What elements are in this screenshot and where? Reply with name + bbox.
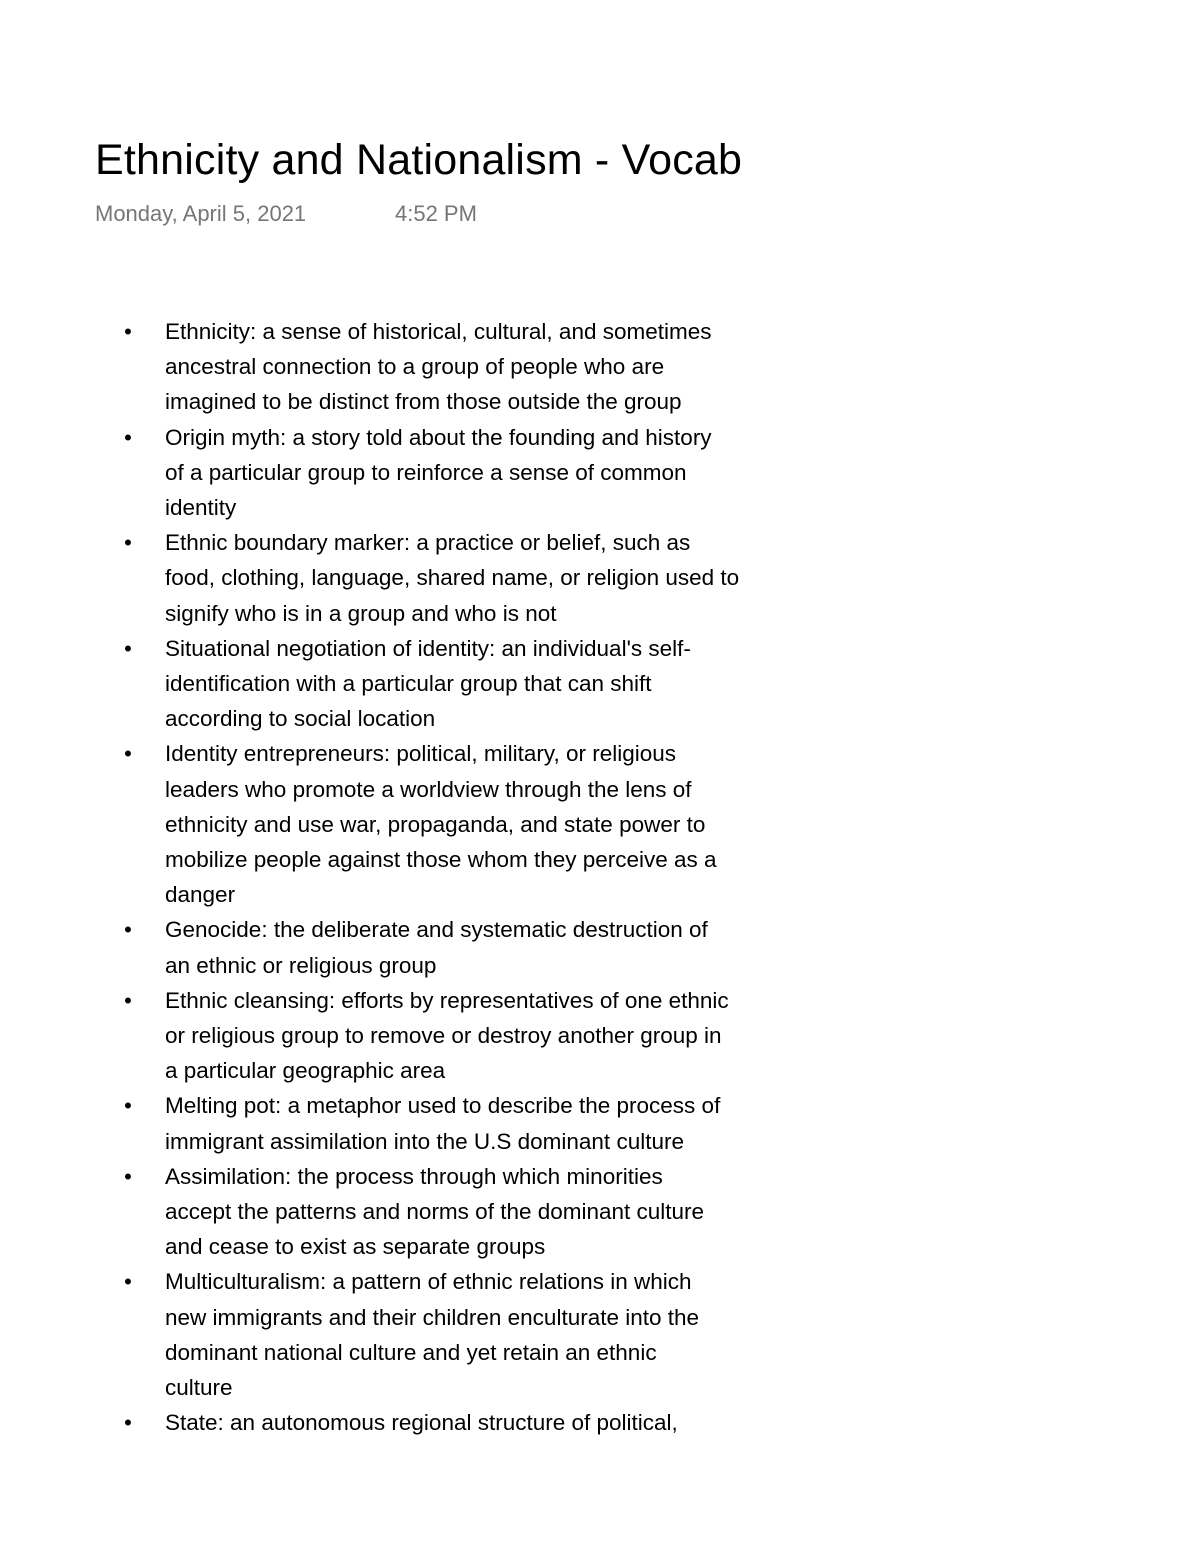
note-time: 4:52 PM bbox=[395, 201, 477, 226]
vocab-item-line: food, clothing, language, shared name, or religion used to bbox=[165, 565, 740, 591]
vocab-item bbox=[0, 1159, 855, 1265]
vocab-item-line: Multiculturalism: a pattern of ethnic relations in which bbox=[165, 1269, 692, 1295]
vocab-item bbox=[0, 314, 855, 420]
vocab-item-line: accept the patterns and norms of the dominant culture bbox=[165, 1199, 705, 1225]
bullet-icon: • bbox=[124, 530, 132, 556]
vocab-item-line: or religious group to remove or destroy another group in bbox=[165, 1023, 722, 1049]
vocab-item-line: culture bbox=[165, 1375, 233, 1401]
vocab-item-line: dominant national culture and yet retain an ethnic bbox=[165, 1339, 657, 1365]
vocab-list bbox=[0, 314, 1200, 1441]
vocab-item-line: Identity entrepreneurs: political, military, or religious bbox=[165, 741, 677, 767]
bullet-icon: • bbox=[124, 1410, 132, 1436]
vocab-item-line: signify who is in a group and who is not bbox=[165, 600, 557, 626]
vocab-item-line: Melting pot: a metaphor used to describe the process of bbox=[165, 1093, 721, 1119]
vocab-item-line: identification with a particular group that can shift bbox=[165, 671, 652, 697]
vocab-item bbox=[0, 420, 855, 526]
vocab-item bbox=[0, 983, 855, 1089]
vocab-item-line: Origin myth: a story told about the founding and history bbox=[165, 424, 712, 450]
vocab-item-line: Situational negotiation of identity: an individual's self- bbox=[165, 635, 691, 661]
vocab-item-line: leaders who promote a worldview through the lens of bbox=[165, 776, 692, 802]
vocab-item-line: danger bbox=[165, 882, 236, 908]
vocab-item-line: identity bbox=[165, 495, 237, 521]
vocab-item-line: State: an autonomous regional structure of political, bbox=[165, 1410, 678, 1436]
vocab-item-line: new immigrants and their children enculturate into the bbox=[165, 1304, 700, 1330]
bullet-icon: • bbox=[124, 424, 132, 450]
vocab-item bbox=[0, 1088, 855, 1158]
bullet-icon: • bbox=[124, 1163, 132, 1189]
vocab-item-line: and cease to exist as separate groups bbox=[165, 1234, 546, 1260]
vocab-item-line: Ethnic cleansing: efforts by representatives of one ethnic bbox=[165, 987, 729, 1013]
bullet-icon: • bbox=[124, 917, 132, 943]
vocab-item-line: ancestral connection to a group of people who are bbox=[165, 354, 665, 380]
vocab-item-line: ethnicity and use war, propaganda, and state power to bbox=[165, 811, 706, 837]
vocab-item-line: imagined to be distinct from those outside the group bbox=[165, 389, 682, 415]
vocab-item bbox=[0, 912, 855, 982]
vocab-item-line: Ethnic boundary marker: a practice or belief, such as bbox=[165, 530, 691, 556]
vocab-item-line: an ethnic or religious group bbox=[165, 952, 437, 978]
vocab-item-line: Ethnicity: a sense of historical, cultural, and sometimes bbox=[165, 319, 712, 344]
bullet-icon: • bbox=[124, 741, 132, 767]
vocab-item bbox=[0, 631, 855, 737]
bullet-icon: • bbox=[124, 1093, 132, 1119]
vocab-item bbox=[0, 525, 855, 631]
vocab-item-line: according to social location bbox=[165, 706, 436, 732]
vocab-item-line: Assimilation: the process through which minorities bbox=[165, 1163, 663, 1189]
bullet-icon: • bbox=[124, 319, 132, 344]
bullet-icon: • bbox=[124, 987, 132, 1013]
note-date: Monday, April 5, 2021 bbox=[95, 201, 307, 226]
vocab-item-line: a particular geographic area bbox=[165, 1058, 446, 1084]
vocab-item-line: immigrant assimilation into the U.S dominant culture bbox=[165, 1128, 684, 1154]
vocab-item bbox=[0, 736, 855, 912]
vocab-item bbox=[0, 1264, 855, 1405]
page-title: Ethnicity and Nationalism - Vocab bbox=[95, 136, 743, 184]
vocab-item-line: of a particular group to reinforce a sense of common bbox=[165, 459, 687, 485]
vocab-item bbox=[0, 1405, 855, 1440]
vocab-item-line: Genocide: the deliberate and systematic destruction of bbox=[165, 917, 708, 943]
bullet-icon: • bbox=[124, 1269, 132, 1295]
vocab-item-line: mobilize people against those whom they perceive as a bbox=[165, 847, 717, 873]
note-metadata bbox=[95, 200, 477, 228]
bullet-icon: • bbox=[124, 635, 132, 661]
